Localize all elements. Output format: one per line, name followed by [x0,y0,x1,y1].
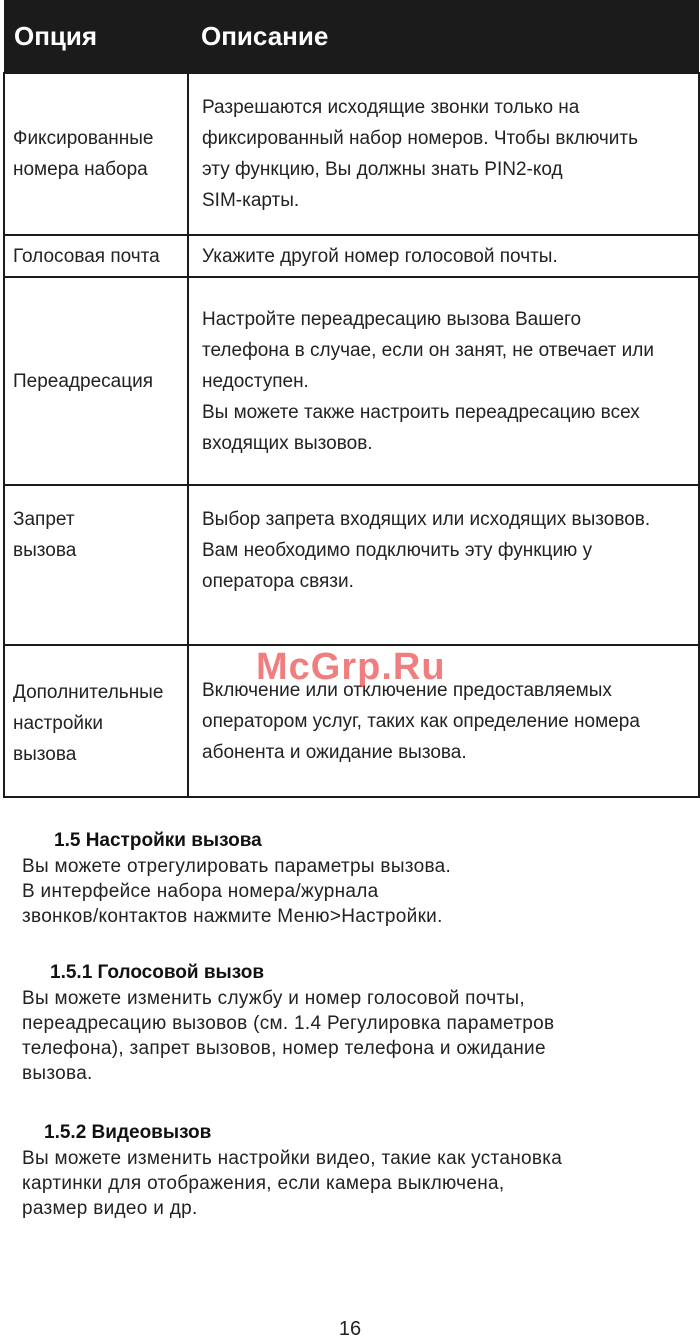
body-line: картинки для отображения, если камера выключена, [22,1173,505,1194]
description-line: Вам необходимо подключить эту функцию у [202,540,593,561]
table-row [4,645,699,797]
option-line: вызова [13,540,77,561]
table-row [4,73,699,235]
description-cell [188,277,699,485]
description-line: телефона в случае, если он занят, не отвечает или [202,339,654,361]
section-heading: 1.5 Настройки вызова [54,830,262,851]
option-line: Запрет [13,509,75,530]
body-line: Вы можете изменить службу и номер голосовой почты, [22,988,525,1009]
description-cell [188,645,699,797]
watermark: McGrp.Ru [256,646,446,688]
option-cell [4,235,188,277]
description-line: фиксированный набор номеров. Чтобы включить [202,128,639,149]
section-video-call [22,1122,562,1221]
option-line: Дополнительные [13,681,164,703]
option-cell [4,277,188,485]
body-line: В интерфейсе набора номера/журнала [22,881,379,902]
description-line: оператором услуг, таких как определение номера [202,710,640,732]
description-cell [188,73,699,235]
header-description: Описание [188,0,699,73]
option-line: Фиксированные [13,128,154,149]
description-line: оператора связи. [202,571,354,592]
table-header-row [4,0,699,73]
page-number: 16 [338,1318,362,1340]
option-cell [4,485,188,645]
header-option: Опция [4,0,188,73]
table-row [4,235,699,277]
body-line: Вы можете отрегулировать параметры вызова. [22,856,452,877]
section-body [22,1146,562,1221]
option-line: Переадресация [13,370,153,392]
option-cell [4,73,188,235]
call-settings-table [3,0,700,798]
section-heading: 1.5.2 Видеовызов [44,1122,212,1143]
description-line: эту функцию, Вы должны знать PIN2-код [202,159,563,180]
option-line: номера набора [13,159,148,180]
description-cell [188,235,699,277]
body-line: размер видео и др. [22,1198,198,1219]
description-cell [188,485,699,645]
description-line: Включение или отключение предоставляемых [202,679,612,701]
section-heading: 1.5.1 Голосовой вызов [50,962,265,983]
body-line: звонков/контактов нажмите Меню>Настройки. [22,906,443,927]
description-line: Настройте переадресацию вызова Вашего [202,308,582,330]
option-line: настройки [13,712,103,734]
body-line: телефона), запрет вызовов, номер телефона и ожидание [22,1038,546,1059]
description-line: Вы можете также настроить переадресацию всех [202,401,640,423]
description-line: Разрешаются исходящие звонки только на [202,97,580,118]
description-line: Выбор запрета входящих или исходящих вызовов. [202,509,651,530]
table-row [4,277,699,485]
option-cell [4,645,188,797]
section-body [22,854,451,929]
section-voice-call [22,962,554,1086]
option-line: Голосовая почта [13,245,160,267]
description-line: Укажите другой номер голосовой почты. [202,245,558,267]
body-line: вызова. [22,1063,93,1084]
option-line: вызова [13,743,77,765]
description-line: входящих вызовов. [202,432,373,454]
description-line: абонента и ожидание вызова. [202,741,467,763]
body-line: Вы можете изменить настройки видео, такие как установка [22,1148,563,1169]
section-body [22,986,554,1086]
section-call-settings [22,830,451,929]
description-line: недоступен. [202,370,309,392]
table-row [4,485,699,645]
body-line: переадресацию вызовов (см. 1.4 Регулировка параметров [22,1013,555,1034]
description-line: SIM-карты. [202,190,300,211]
